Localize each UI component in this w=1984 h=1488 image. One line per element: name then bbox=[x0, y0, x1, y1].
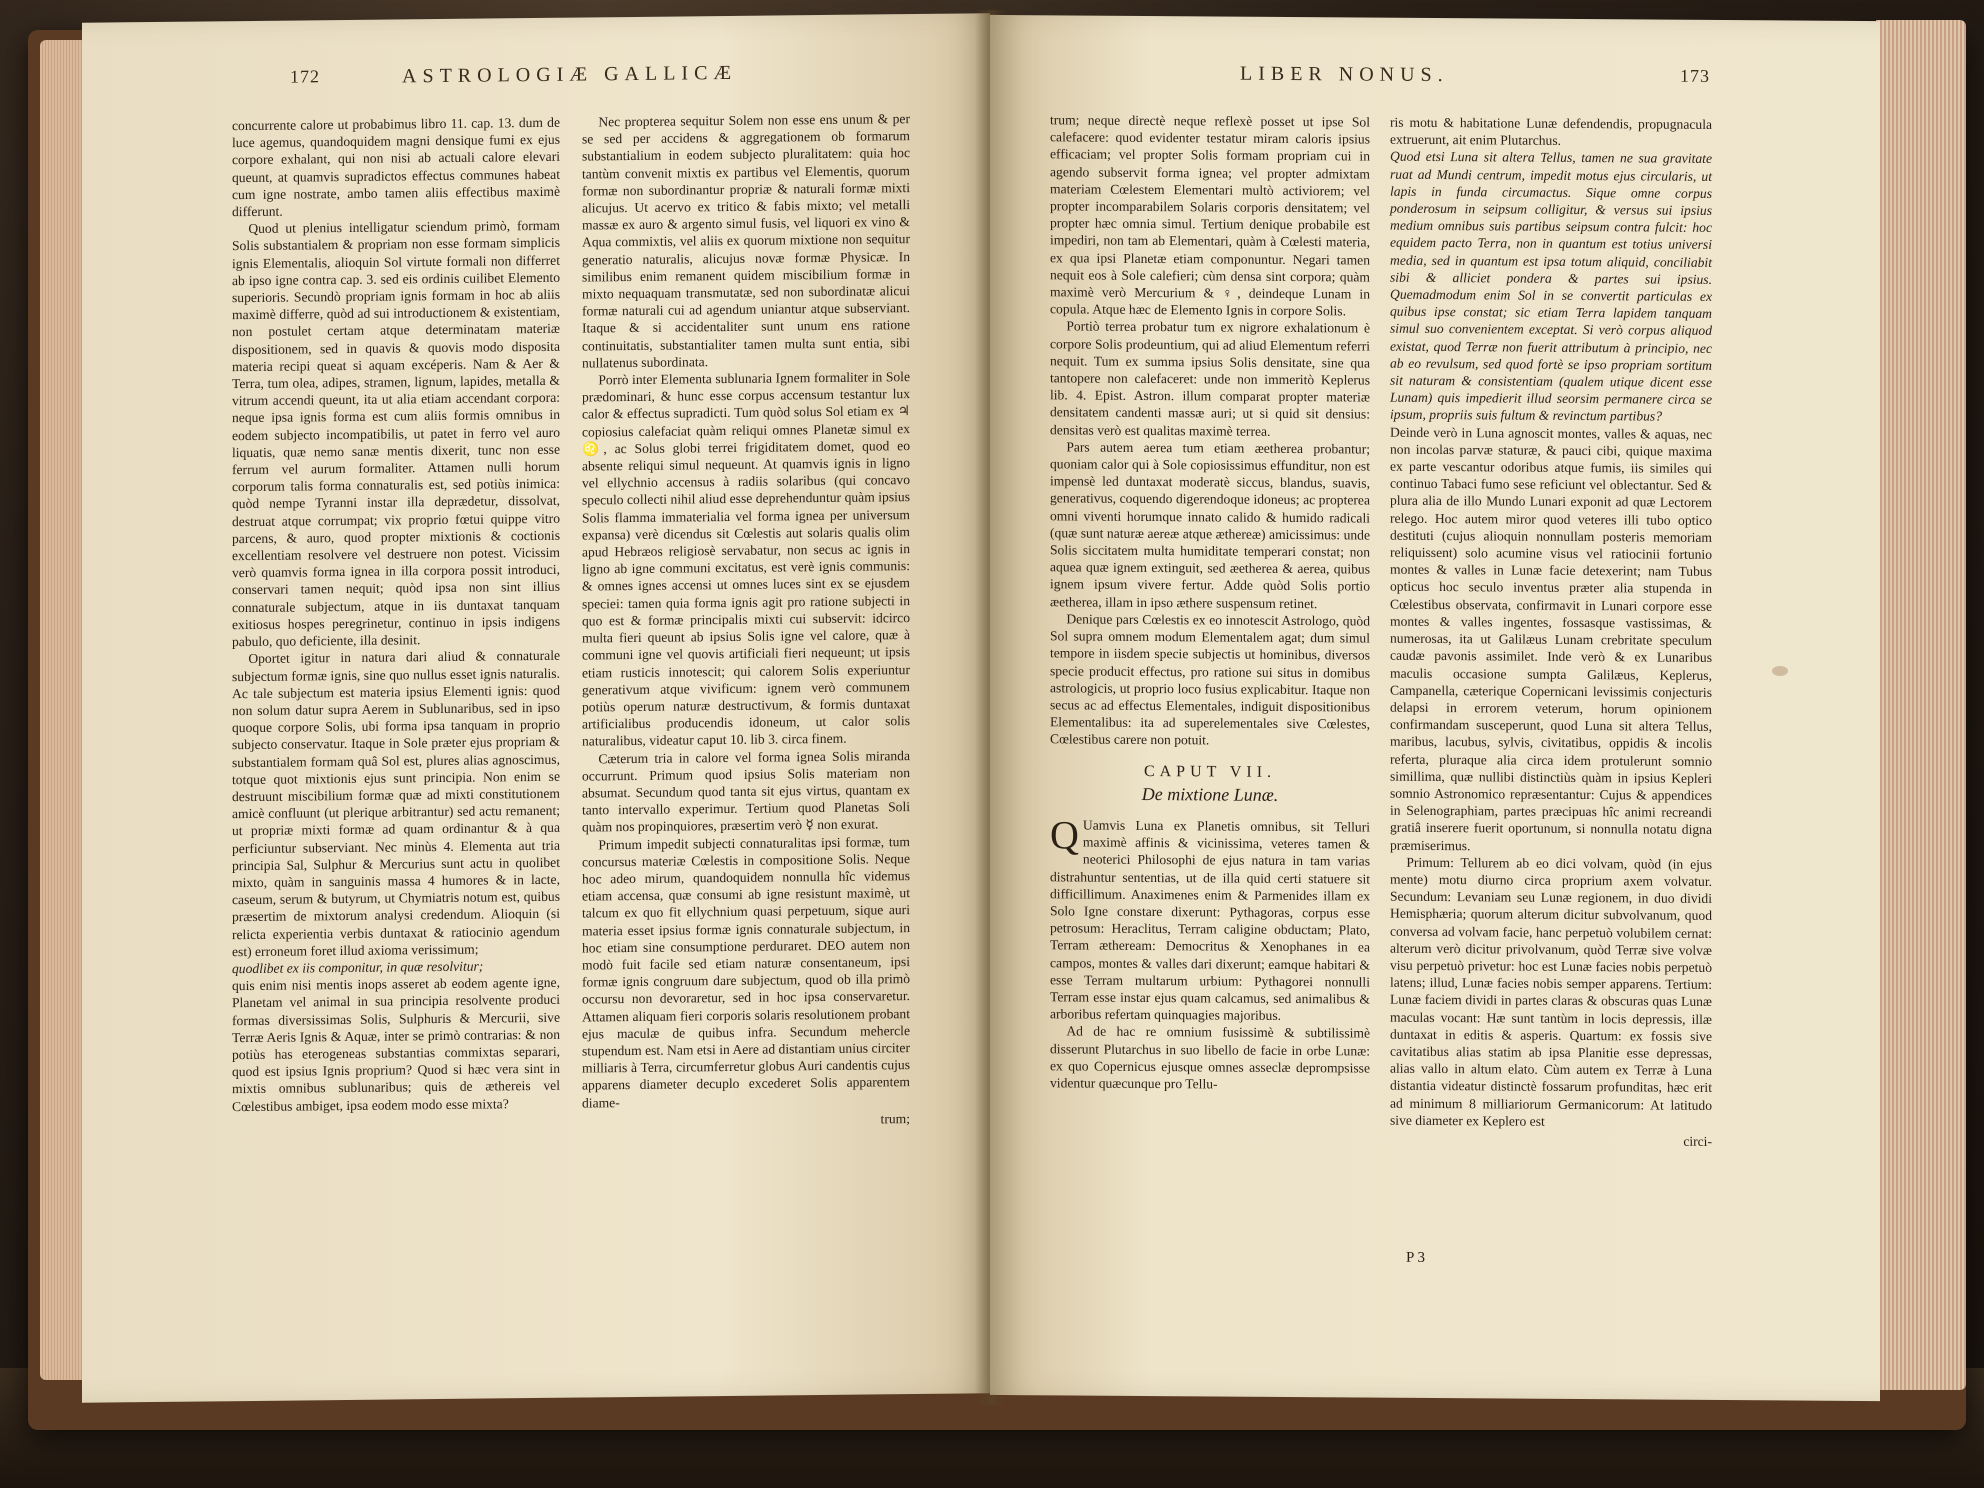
chapter-opening-text: Uamvis Luna ex Planetis omnibus, sit Telluri maximè affinis & vicinissima, veteres tamen & neoterici Philosophi de ejus natura in tam varias distrahuntur sententias, ut de illa quid certi statuere sit difficillimum. Anaximenes enim & Parmenides illam ex Solo Igne constare dixerunt: Pythagoras, corpus esse petrosum: Heraclitus, Terram caligine obductam; Plato, Terram ætheream: Democritus & Xenophanes in ea campos, montes & valles dari dixerunt; eamque habitari & esse Terram multarum urbium: Pythagorei nonnulli Terram esse instar ejus quam calcamus, sed animalibus & arboribus refertam quinquagies majoribus. bbox=[1050, 817, 1370, 1024]
running-head: ASTROLOGIÆ GALLICÆ bbox=[402, 61, 738, 88]
paragraph: Portiò terrea probatur tum ex nigrore exhalationum è corpore Solis prodeuntium, qui ad aliud Elementum referri nequit. Tum ex summa ipsius Solis densitate, sine qua tantopere non calefaceret: unde non immeritò Keplerus lib. 4. Epist. Astron. illum comparat propter materiæ densitatem candenti massæ auri; ut si quid sit densius: densitas verò est qualitas maximè terrea. bbox=[1050, 318, 1370, 439]
paragraph: Porrò inter Elementa sublunaria Ignem formaliter in Sole prædominari, & hunc esse corpus accensum testantur lux calor & effectus supradicti. Tum quòd solus Sol etiam ex ♃ copiosius calefaciat quàm reliqui omnes Planetæ simul ex ♌, ac Solus globi terrei frigiditatem domet, quod eo absente reliqui simul nequeunt. At quamvis ignis in ligno vel ellychnio accensus à radiis solaribus (qui concavo speculo collecti nihil aliud esse deprehenduntur quàm ipsius Solis flamma immaterialia vel forma ignea per universum expansa) verè dicendus sit Cœlestis aut solaris qualis olim apud Hebræos religiosè servabatur, non secus ac ignis in ligno ab igne communi excitatus, est verè ignis communis: & omnes ignes accensi ut omnes luces sint ex se ejusdem speciei: tamen quia forma ignis agit pro ratione subjecti in quo est & formæ principalis mixti cui subservit: idcirco multa fieri queunt ab ipsius Solis igne vel calore, quæ à communi igne vel quovis artificiali fieri nequeunt; ut ipsis etiam rusticis innotescit; qui calorem Solis experiuntur generativum atque vivificum: ignem verò communem potiùs operum naturæ destructivum, & formis duntaxat artificialibus producendis idoneum, ut calor solis naturalibus, videatur caput 10. lib 3. circa finem. bbox=[582, 369, 910, 749]
paragraph: Deinde verò in Luna agnoscit montes, valles & aquas, nec non incolas parvæ staturæ, & pauci cibi, quique maxima ex parte vescantur odoribus atque fumis, iis similes qui continuo Tabaci fumo sese reficiunt vel oblectantur. Sed & plura alia de illo Mundo Lunari exponit ad quæ Lectorem relego. Hoc autem miror quod veteres illi tubo optico destituti (cujus alioquin nonnullam posteris memoriam reliquissent) solo acumine visus vel ratiocinii fortunio montes & valles in Lunæ facie detexerint; nam Tubus opticus hoc seculo inventus præter alia stupenda in Cœlestibus observata, confirmavit in Lunari corpore esse montes & valles ingentes, fossasque vastissimas, & numerosas, ita ut Galilæus Lunam crebritate speculum caudæ pavonis assimilet. Inde verò & ex Lunaribus maculis occasione sumpta Galilæus, Keplerus, Campanella, cæterique Copernicani levissimis conjecturis delapsi in errorem veterum, horum opinionem confirmandam susceperunt, quod Luna sit altera Tellus, maribus, lacubus, sylvis, civitatibus, oppidis & incolis referta, pluraque alia circa idem protulerunt somnio simillima, quæ nullibi distinctiùs quàm in ipsius Kepleri somnio Astronomico repræsentantur: Cujus & appendices in Selenographiam, partes præcipuas hîc animi recreandi gratiâ inserere fuerit oportunum, si nonnulla notatu digna præmiserimus. bbox=[1390, 424, 1712, 853]
right-page-column-1 bbox=[1050, 111, 1370, 1093]
right-page-column-2 bbox=[1390, 114, 1712, 1150]
paragraph: Denique pars Cœlestis ex eo innotescit Astrologo, quòd Sol supra omnem modum Elementalem agat; dum simul tempore in iisdem specie subjectis ut hominibus, diversos specie producit effectus, pro ratione sui situs in domibus astrologicis, ut proprio loco fusius explicabitur. Itaque non secus ac ad effectus Elementales, indiguit dispositionibus Elementalibus: ita ad superelementales sive Cœlestes, Cœlestibus carere non potuit. bbox=[1050, 611, 1370, 748]
paragraph: ris motu & habitatione Lunæ defendendis, propugnacula extruerunt, ait enim Plutarchus. bbox=[1390, 114, 1712, 149]
paragraph: trum; neque directè neque reflexè posset ut ipse Sol calefacere: quod evidenter testatur miram caloris ipsius efficaciam; vel propter Solis formam propriam cui in agendo subservit forma ignea; vel propter admixtam materiam Cœlestem Elementari multò activiorem; vel propter incomparabilem Solaris corporis densitatem; vel propter hæc omnia simul. Tertium denique probabile est impediri, non tam ab Elementari, quàm à Cœlesti materia, ex qua ipsi Planetæ etiam componuntur. Negari tamen nequit eos à Sole calefieri; cùm densa sint corpora; quàm maximè verò Mercurium & ♀, deindeque Lunam in copula. Atque hæc de Elemento Ignis in corpore Solis. bbox=[1050, 112, 1370, 319]
paragraph: Quod ut plenius intelligatur sciendum primò, formam Solis substantialem & propriam non esse formam simplicis ignis Elementalis, alioquin Sol virtute formali non differret ab ipso igne contra cap. 3. sed eis ordinis cuilibet Elemento superioris. Secundò propriam ignis formam in hoc ab aliis maximè differre, quòd ad sui introductionem & existentiam, non postulet certam atque determinatam materiæ dispositionem, sed in quavis & quovis modo disposita materia recipi queat si aquam excéperis. Nam & Aer & Terra, tum olea, adipes, stramen, lignum, lapides, metalla & vitrum accendi queunt, ita ut alia etiam accendant corpora: neque ipsa ignis forma est cum aliis formis omnibus in eodem subjecto incompatibilis, ut patet in ferro vel auro liquatis, quæ nemo sanæ mentis dixerit, tunc non esse ferrum vel aurum formaliter. Attamen nulli horum corporum talis forma connaturalis est, sed potiùs inimica: quòd nempe Tyranni instar illa deprædetur, dissolvat, destruat atque corrumpat; vix proprio fœtui quippe vitro parcens, & auro, quod propter mixtionis & coctionis excellentiam resolvere vel destruere non potest. Vicissim verò quamvis forma ignea in illa corpora possit introduci, conservari tamen nequit; quòd ipsa non sint illius connaturale subjectum, atque in iis duntaxat tanquam exitiosus hospes peregrinetur, continuo in ipsis indigens pabulo, quo deficiente, illa desinit. bbox=[232, 217, 560, 650]
left-page-header bbox=[82, 59, 990, 109]
drop-cap: Q bbox=[1050, 812, 1079, 858]
paper-stain bbox=[1772, 666, 1788, 676]
page-number: 173 bbox=[1680, 65, 1710, 86]
left-page bbox=[82, 13, 990, 1403]
italic-quotation: Quod etsi Luna sit altera Tellus, tamen ne sua gravitate ruat ad Mundi centrum, impedit motus ejus circularis, ut lapis in funda circumactus. Sique omne corpus ponderosum in seipsum colligitur, & versus sui ipsius medium omnibus suis partibus seipsum contra fulcit: hoc equidem pacto Terra, non in quantum est totius universi media, sed in quantum est ipsa totum aliquid, conciliabit sibi & alliciet ponderа & partes sui ipsius. Quemadmodum enim Sol in se convertit particulas ex quibus ipse constat; sic etiam Terra lapidem tanquam simul suo convenientem exceptat. Si verò corpus aliquod existat, quod Terræ non fuerit attributum à principio, nec ab eo revulsum, sed quod fortè se ipso propriam sortitum sit naturam & consistentiam (qualem utique dicent esse Lunam) quis impedierit illud seorsim permanere circa se ipsum, propriis suis fultum & revinctum partibus? bbox=[1390, 149, 1712, 425]
paragraph: Cæterum tria in calore vel forma ignea Solis miranda occurrunt. Primum quod ipsius Solis materiam non absumat. Secundum quod tanta sit ejus virtus, quantam ex tanto intervallo experimur. Tertium quod Planetas Soli quàm nos propinquiores, præsertim verò ☿ non exurat. bbox=[582, 747, 910, 835]
catchword: trum; bbox=[880, 1110, 910, 1127]
right-page bbox=[990, 15, 1880, 1401]
chapter-subtitle: De mixtione Lunæ. bbox=[1141, 783, 1279, 805]
signature-mark: P 3 bbox=[1406, 1249, 1426, 1266]
paragraph: Primum impedit subjecti connaturalitas ipsi formæ, tum concursus materiæ Cœlestis in compositione Solis. Neque hoc adeo mirum, quandoquidem nonnulla hîc videmus etiam accensa, quæ consumi ab igne resistunt maximè, ut talcum ex quo fit ellychnium quasi perpetuum, sique auri materia esset ipsius formæ ignis connaturale subjectum, in hoc etiam sine consumptione perduraret. DEO autem non modò fuit facile sed etiam naturæ consentaneum, ipsi formæ ignis congruum dare subjectum, quod ob illa primò occursu non devoraretur, sed in hoc ipsa conservaretur. Attamen aliquam fieri corporis solaris resolutionem probant ejus maculæ de quibus infra. Secundum mehercle stupendum est. Nam etsi in Aere ad distantiam unius circiter milliaris à Terra, circumferretur globus Auri candentis cujus apparens diameter decuplo excederet Solis apparentem diame- bbox=[582, 833, 910, 1111]
paragraph: concurrente calore ut probabimus libro 11. cap. 13. dum de luce agemus, quandoquidem magni densique fumi ex ejus corpore exhalant, qui non nisi ab actuali calore elevari queunt, at quamvis supradictos effectus communes habeat cum igne nostrate, ambo tamen aliis effectibus maximè differunt. bbox=[232, 114, 560, 220]
left-page-column-2 bbox=[582, 110, 910, 1130]
paragraph: quis enim nisi mentis inops asseret ab eodem agente igne, Planetam vel animal in sua principia resolvente produci formas diversissimas Solis, Sulphuris & Mercurii, sive Terræ Aeris Ignis & Aquæ, inter se primò contrarias: & non potiùs has eterogeneas substantias commixtas separari, quod est ipsius Ignis proprium? Quod si hæc vera sint in mixtis omnibus sublunaribus; quis de æthereis vel Cœlestibus ambiget, ipsa eodem modo esse mixta? bbox=[232, 974, 560, 1114]
right-page-header bbox=[990, 61, 1880, 107]
left-page-column-1 bbox=[232, 114, 560, 1115]
paragraph: Primum: Tellurem ab eo dici volvam, quòd (in ejus mente) motu diurno circa proprium axem volvatur. Secundum: Levaniam seu Lunæ regionem, in duo dividi Hemisphæria; quorum alterum dicitur subvolvanum, quod conversa ad volvam facie, hanc perpetuò volubilem cernat: alterum verò dicitur privolvanum, quòd Terræ sive volvæ visu perpetuò privetur: hoc est Lunæ facies nobis perpetuò latens; illud, Lunæ facies nobis semper apparens. Tertium: Lunæ faciem dividi in partes claras & obscuras quas Lunæ maculas vocant: Hæ sunt tantùm in locis depressis, illæ duntaxat in editis & asperis. Quartum: ex fossis sive cavitatibus alias statim ab ipsa Planitie esse depressas, alias vallo in altum elato. Cùm autem ex Terræ à Luna distantia videatur distinctè fossarum profunditas, hæc erit ad minimum 8 milliariorum Germanicorum: At latitudo sive diameter ex Keplero est bbox=[1390, 854, 1712, 1129]
chapter-title: CAPUT VII. bbox=[1143, 762, 1277, 781]
page-number: 172 bbox=[290, 66, 320, 87]
paragraph: Ad de hac re omnium fusissimè & subtilissimè disserunt Plutarchus in suo libello de facie in orbe Lunæ: ex quo Copernicus ejusque omnes asseclæ deprompsisse videntur quæcunque pro Tellu- bbox=[1050, 1023, 1370, 1092]
paragraph: Nec propterea sequitur Solem non esse ens unum & per se sed per accidens & aggregationem ob formarum substantialium in eodem subjecto pluralitatem: quia hoc tantùm convenit mixtis ex partibus vel Elementis, quorum formæ non subordinantur propriæ & naturali formæ mixti alicujus. Ut acervo ex tritico & fabis mixto; vel metalli massæ ex auro & argento simul fusis, vel liquori ex vino & Aqua commixtis, vel aliis ex quorum mixtione non sequitur generatio naturalis, alicujus novæ formæ Physicæ. In similibus enim remanent quidem miscibilium formæ in mixto nequaquam transmutatæ, sed non subordinatæ alicui formæ naturali cui ad agendum uniantur atque subserviant. Itaque & si accidentaliter sunt unum ens ratione continuitatis, substantialiter tamen multa sunt entia, sibi nullatenus subordinata. bbox=[582, 111, 910, 371]
running-head: LIBER NONUS. bbox=[1240, 62, 1449, 87]
paragraph: Pars autem aerea tum etiam æetherea probantur; quoniam calor qui à Sole copiosissimus effunditur, non est impensè led duntaxat moderatè siccus, blandus, suavis, generativus, coquendo digerendoque idoneus; ac propterea omni viventi horumque innato calido & humido radicali (quæ sunt naturæ aereæ atque æthereæ) amicissimus: unde Solis siccitatem multa humiditate temperari constat; non aquea quæ ignem extinguit, sed æetherea & aerea, quibus ignem ipsum vivere fertur. Adde quòd Solis portio æetherea, illam in ipso æthere suspensum retinet. bbox=[1050, 439, 1370, 611]
page-edges-right bbox=[1876, 20, 1966, 1390]
paragraph: Oportet igitur in natura dari aliud & connaturale subjectum formæ ignis, sine quo nullus esset ignis naturalis. Ac tale subjectum est materia ipsius Elementi ignis: quod non solum datur supra Aerem in Sublunaribus, sed in ipso quoque corpore Solis, ubi forma ipsa tanquam in proprio subjecto conservatur. Itaque in Sole præter ejus propriam & substantialem formam quâ Sol est, plures alias agnoscimus, totque quot mixtionis ejus sunt principia. Non enim se destruunt miscibilium formæ quæ ad mixti constitutionem amicè confluunt (ut plerique arbitrantur) sed actu remanent; ut propriæ mixti formæ ad quam ordinantur & à qua perficiuntur subserviant. Nec minùs 4. Elementa aut tria principia Sal, Sulphur & Mercurius sunt actu in quolibet mixto, quàm in sanguinis massa 4 humores & in lacte, caseum, serum & butyrum, ut Chymiatris notum est, quibus præsertim de mixtorum analysi credendum. Alioquin (si relicta experientia verbis duntaxat & ratiocinio agendum est) erroneum foret illud axioma verissimum; bbox=[232, 648, 560, 959]
italic-axiom: quodlibet ex iis componitur, in quæ resolvitur; bbox=[232, 958, 484, 977]
catchword: circi- bbox=[1683, 1133, 1712, 1149]
